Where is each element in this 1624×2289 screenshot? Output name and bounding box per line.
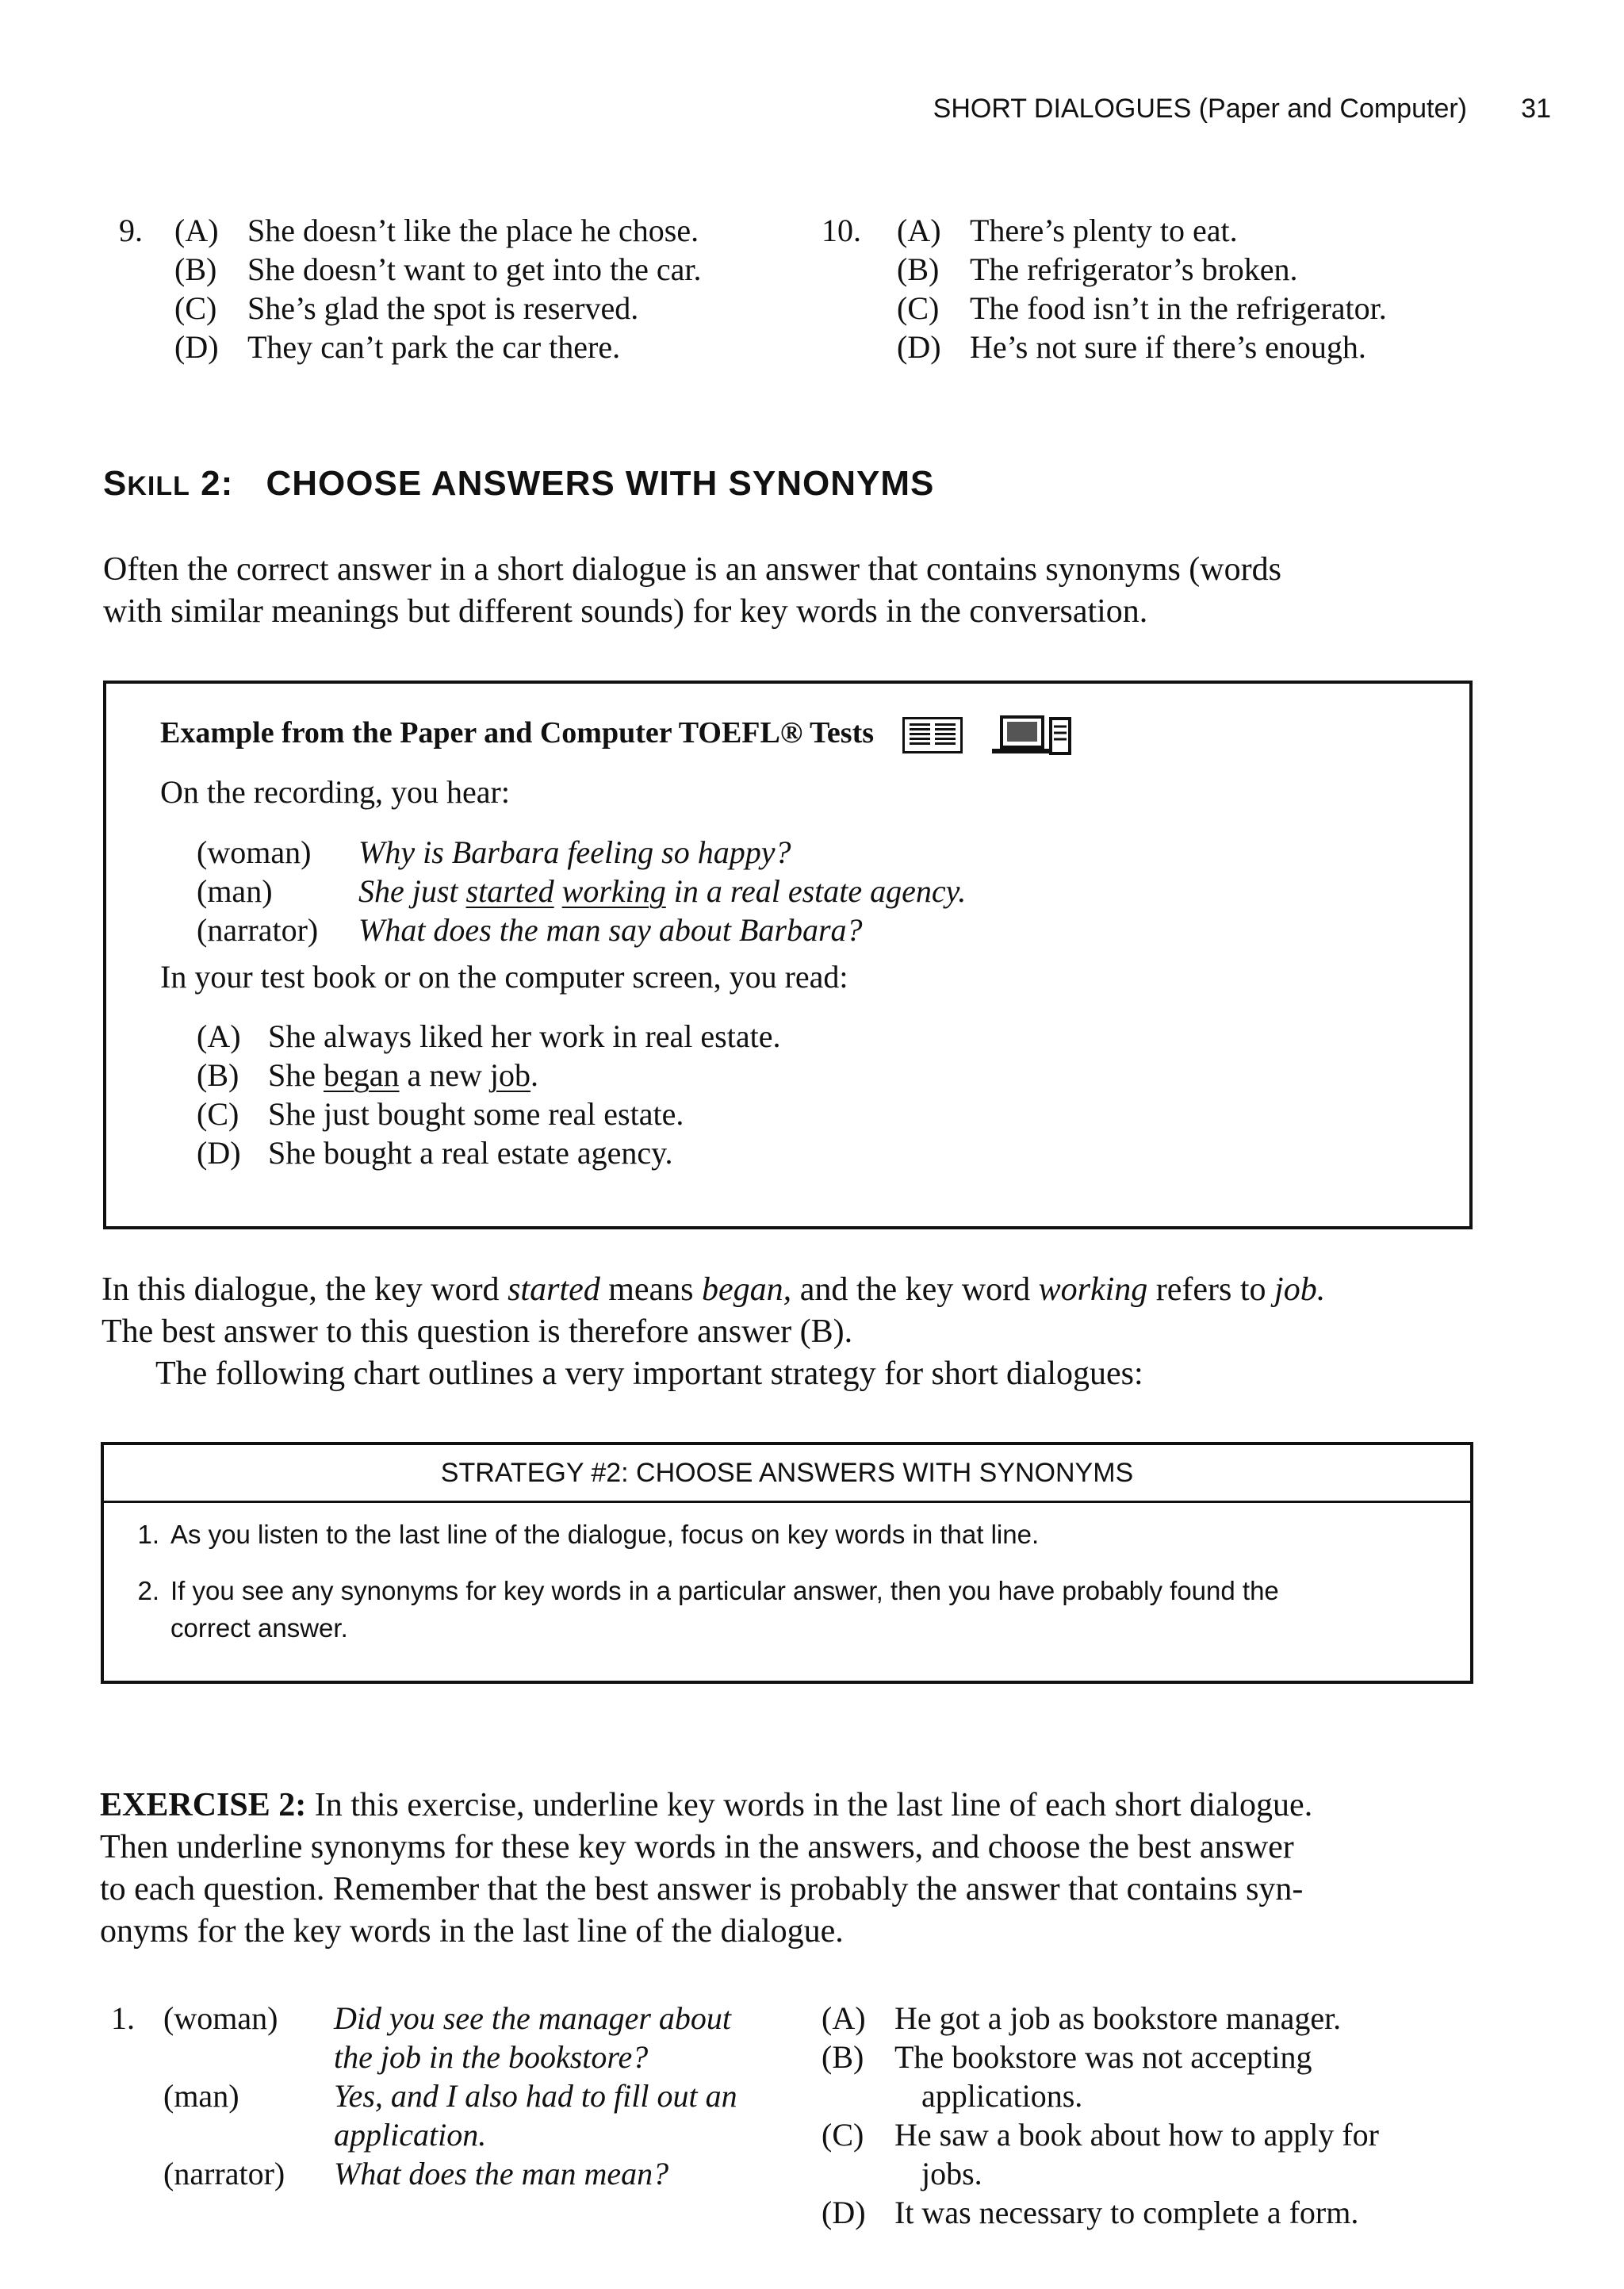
dialogue-line: application.: [334, 2117, 487, 2153]
example-title: Example from the Paper and Computer TOEFL® Tests: [160, 714, 1074, 755]
answer-option: (C) He saw a book about how to apply for jobs.: [822, 2117, 1379, 2191]
exercise-instructions: EXERCISE 2: In this exercise, underline key words in the last line of each short dialogue. Then underline synonyms for these key words in the answers, and choose the best answer to each question. Remember that the best answer is probably the answer that contains syn- onyms for the key words in the last line of the dialogue.: [100, 1787, 1313, 1950]
explanation-paragraph: In this dialogue, the key word started means began, and the key word working refers to job. The best answer to this question is therefore answer (B). The following chart outlines a very important strategy for short dialogues:: [102, 1271, 1326, 1392]
skill-heading: SKILL 2: CHOOSE ANSWERS WITH SYNONYMS: [103, 464, 935, 503]
answer-option: (D) He’s not sure if there’s enough.: [897, 329, 1366, 365]
answer-option: (B) She doesn’t want to get into the car.: [174, 251, 702, 287]
page-number: 31: [1521, 94, 1551, 124]
exercise-item-1-options: [822, 1999, 1379, 2232]
book-icon: [902, 717, 963, 753]
example-dialogue: [197, 833, 966, 949]
answer-option: (D) They can’t park the car there.: [174, 329, 621, 365]
answer-option: (C) The food isn’t in the refrigerator.: [897, 290, 1387, 326]
exercise-label: EXERCISE 2:: [100, 1787, 307, 1823]
answer-option: (B) The refrigerator’s broken.: [897, 251, 1298, 287]
answer-option: (D) It was necessary to complete a form.: [822, 2195, 1359, 2230]
hear-label: On the recording, you hear:: [160, 774, 510, 810]
answer-option: (A) He got a job as bookstore manager.: [822, 2000, 1342, 2036]
answer-option: (D) She bought a real estate agency.: [197, 1135, 673, 1171]
dialogue-line: (woman) Why is Barbara feeling so happy?: [197, 834, 791, 870]
strategy-item: 2. If you see any synonyms for key words in a particular answer, then you have probably found the correct answer.: [137, 1576, 1279, 1643]
question-10: [822, 211, 1387, 366]
dialogue-line: (woman) Did you see the manager about: [163, 2000, 732, 2036]
example-options: [197, 1017, 780, 1172]
question-number: 10.: [822, 213, 861, 248]
answer-option: (A) She doesn’t like the place he chose.: [174, 213, 699, 248]
computer-icon: [987, 715, 1074, 755]
question-number: 9.: [119, 213, 143, 248]
strategy-title: STRATEGY #2: CHOOSE ANSWERS WITH SYNONYMS: [104, 1445, 1470, 1503]
intro-paragraph: Often the correct answer in a short dialogue is an answer that contains synonyms (words with similar meanings but different sounds) for key words in the conversation.: [103, 551, 1281, 630]
dialogue-line: (narrator) What does the man say about Barbara?: [197, 912, 863, 948]
dialogue-line: (man) Yes, and I also had to fill out an: [163, 2078, 737, 2114]
question-9: [119, 211, 701, 366]
answer-option: (C) She just bought some real estate.: [197, 1096, 684, 1132]
dialogue-line: the job in the bookstore?: [334, 2039, 649, 2075]
strategy-item: 1. As you listen to the last line of the dialogue, focus on key words in that line.: [137, 1520, 1040, 1549]
dialogue-line: (narrator) What does the man mean?: [163, 2156, 669, 2191]
example-box: [103, 681, 1473, 1229]
running-head: SHORT DIALOGUES (Paper and Computer): [933, 94, 1467, 124]
answer-option: (B) The bookstore was not accepting applications.: [822, 2039, 1312, 2114]
answer-option: (B) She began a new job.: [197, 1057, 539, 1093]
read-label: In your test book or on the computer screen, you read:: [160, 959, 848, 995]
question-number: 1.: [111, 2000, 135, 2036]
skill-title: CHOOSE ANSWERS WITH SYNONYMS: [266, 464, 935, 503]
answer-option: (A) There’s plenty to eat.: [897, 213, 1238, 248]
strategy-box: [101, 1442, 1473, 1684]
exercise-item-1: [111, 1999, 737, 2193]
answer-option: (A) She always liked her work in real estate.: [197, 1018, 781, 1054]
dialogue-line: (man) She just started working in a real estate agency.: [197, 873, 967, 909]
answer-option: (C) She’s glad the spot is reserved.: [174, 290, 639, 326]
